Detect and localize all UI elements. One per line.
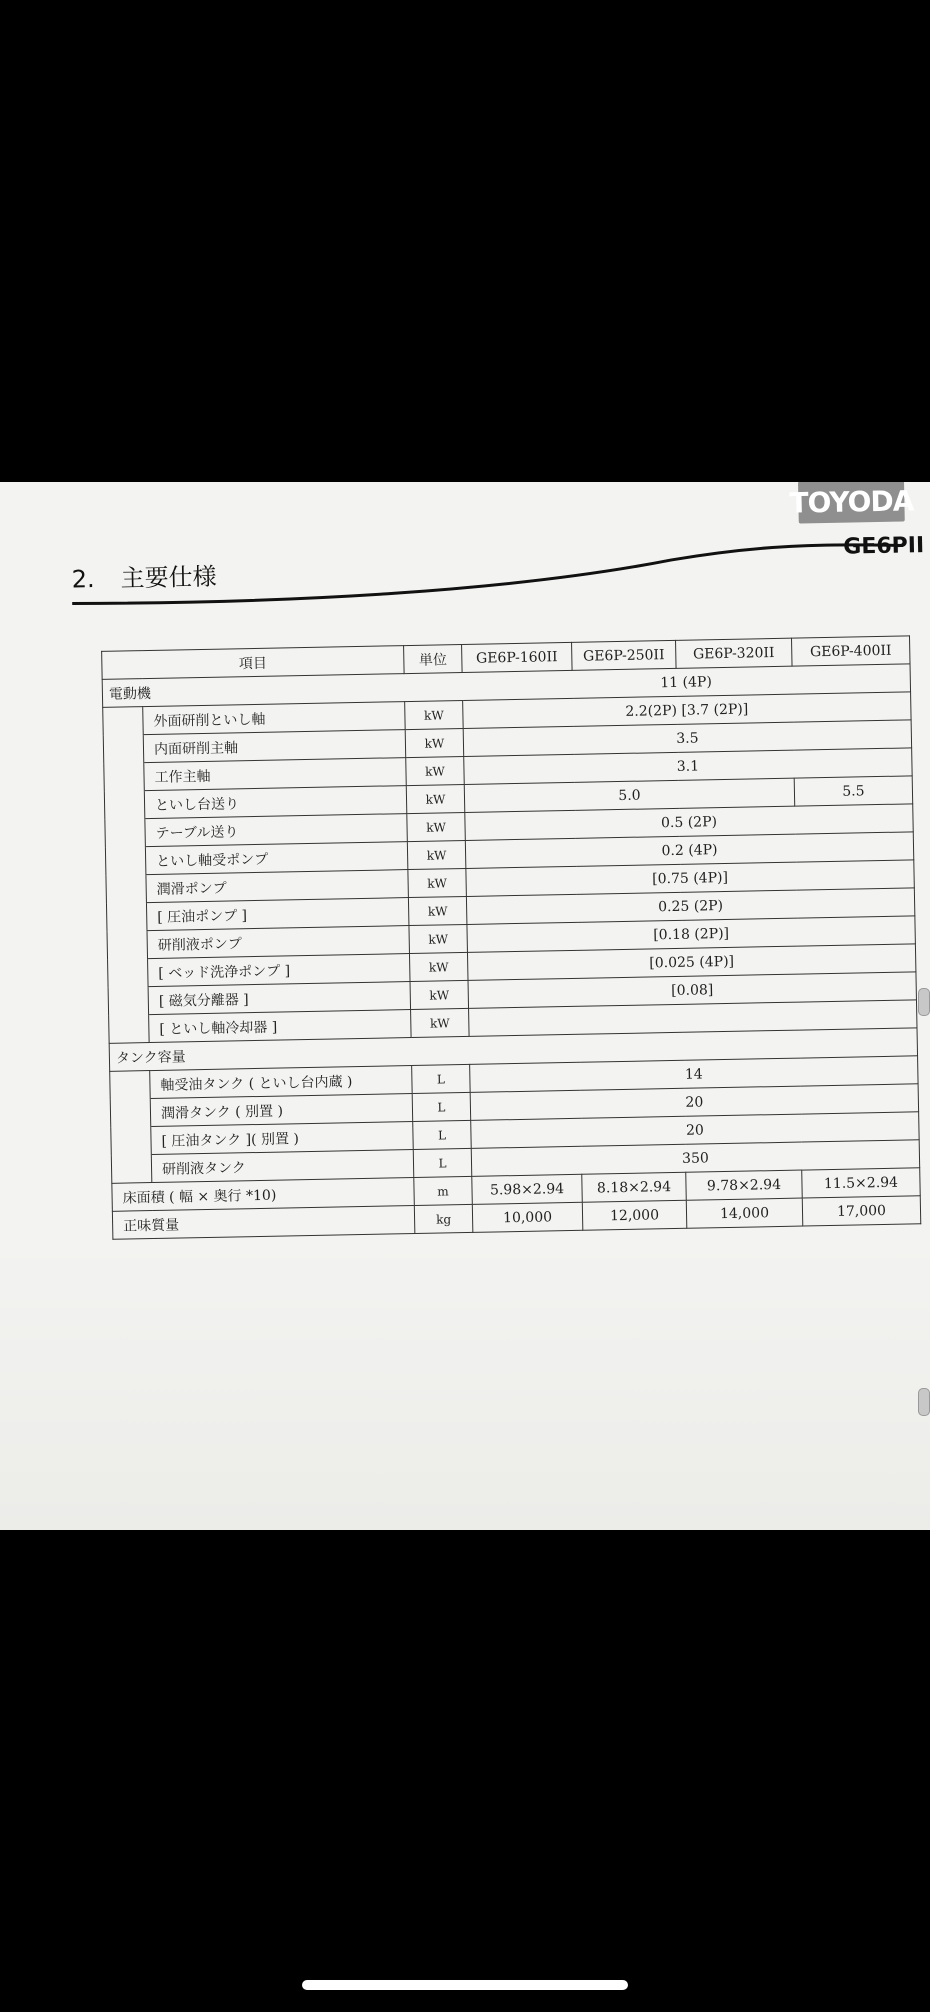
group-motor: 電動機: [102, 672, 462, 707]
row-label: 外面研削といし軸: [143, 702, 405, 735]
row-value: [0.025 (4P)]: [467, 944, 915, 981]
row-unit: kW: [411, 1008, 470, 1037]
row-value: 0.2 (4P): [465, 832, 913, 869]
row-label: [ 圧油タンク ]( 別置 ): [151, 1122, 413, 1155]
weight-value-160: 10,000: [472, 1202, 583, 1232]
row-unit: L: [412, 1092, 471, 1121]
floor-value-320: 9.78×2.94: [686, 1170, 803, 1200]
row-unit: kW: [406, 784, 465, 813]
row-label: テーブル送り: [145, 814, 407, 847]
row-value: 3.5: [463, 720, 911, 757]
spec-table: [101, 635, 921, 1239]
floor-value-160: 5.98×2.94: [472, 1174, 583, 1204]
header-item: 項目: [102, 646, 404, 680]
section-title: 主要仕様: [120, 562, 217, 593]
row-value: 0.5 (2P): [465, 804, 913, 841]
row-label: [ 圧油ポンプ ]: [146, 898, 408, 931]
row-value: [0.08]: [468, 972, 916, 1009]
row-label: 研削液タンク: [151, 1150, 413, 1183]
row-label: 床面積 ( 幅 × 奥行 *10): [112, 1178, 414, 1212]
model-name: GE6PII: [843, 533, 925, 560]
header-model-160: GE6P-160II: [462, 642, 573, 672]
row-unit: kW: [405, 700, 464, 729]
row-unit: L: [413, 1148, 472, 1177]
row-label: 研削液ポンプ: [147, 926, 409, 959]
row-unit: L: [412, 1064, 471, 1093]
weight-value-400: 17,000: [802, 1196, 921, 1226]
row-label: [ といし軸冷却器 ]: [149, 1010, 411, 1043]
binder-ring: [918, 988, 930, 1016]
toyoda-logo: TOYODA: [798, 482, 905, 524]
row-label: 内面研削主軸: [143, 730, 405, 763]
row-unit: kW: [407, 840, 466, 869]
row-unit: kW: [408, 868, 467, 897]
row-label: 潤滑ポンプ: [146, 870, 408, 903]
row-label: 軸受油タンク ( といし台内蔵 ): [150, 1066, 412, 1099]
section-number: 2.: [71, 565, 95, 594]
row-value-last: 5.5: [794, 776, 913, 806]
floor-value-250: 8.18×2.94: [582, 1172, 687, 1202]
row-value: 0.25 (2P): [466, 888, 914, 925]
row-label: [ 磁気分離器 ]: [148, 982, 410, 1015]
weight-value-250: 12,000: [582, 1200, 687, 1230]
row-value: 2.2(2P) [3.7 (2P)]: [463, 692, 911, 729]
group-tank: タンク容量: [109, 1028, 917, 1072]
row-value: 350: [471, 1140, 919, 1177]
header-model-400: GE6P-400II: [791, 636, 910, 666]
row-value: [0.18 (2P)]: [467, 916, 915, 953]
row-value: 20: [471, 1112, 919, 1149]
motor-value: 11 (4P): [462, 664, 910, 701]
row-label: 潤滑タンク ( 別置 ): [150, 1094, 412, 1127]
row-unit: m: [414, 1176, 473, 1205]
row-value: 3.1: [464, 748, 912, 785]
binder-ring: [918, 1388, 930, 1416]
row-unit: L: [413, 1120, 472, 1149]
row-label: 正味質量: [112, 1206, 414, 1240]
row-unit: kW: [410, 980, 469, 1009]
header-model-250: GE6P-250II: [572, 640, 677, 670]
row-unit: kW: [406, 756, 465, 785]
row-label: といし台送り: [144, 786, 406, 819]
floor-value-400: 11.5×2.94: [802, 1168, 921, 1198]
row-value: 14: [470, 1056, 918, 1093]
header-model-320: GE6P-320II: [676, 638, 793, 668]
row-value: 5.0: [464, 778, 794, 812]
row-unit: kg: [414, 1204, 473, 1233]
document-page: [0, 482, 930, 1530]
header-swoosh-line: [0, 482, 923, 631]
row-unit: kW: [409, 952, 468, 981]
row-unit: kW: [409, 924, 468, 953]
header-unit: 単位: [404, 644, 463, 673]
row-label: [ ベッド洗浄ポンプ ]: [148, 954, 410, 987]
row-value: [0.75 (4P)]: [466, 860, 914, 897]
row-unit: kW: [405, 728, 464, 757]
row-unit: kW: [407, 812, 466, 841]
row-value: 20: [470, 1084, 918, 1121]
weight-value-320: 14,000: [686, 1198, 803, 1228]
row-label: といし軸受ポンプ: [145, 842, 407, 875]
home-indicator[interactable]: [302, 1980, 628, 1990]
row-label: 工作主軸: [144, 758, 406, 791]
row-unit: kW: [408, 896, 467, 925]
spec-sheet: [0, 482, 930, 1530]
